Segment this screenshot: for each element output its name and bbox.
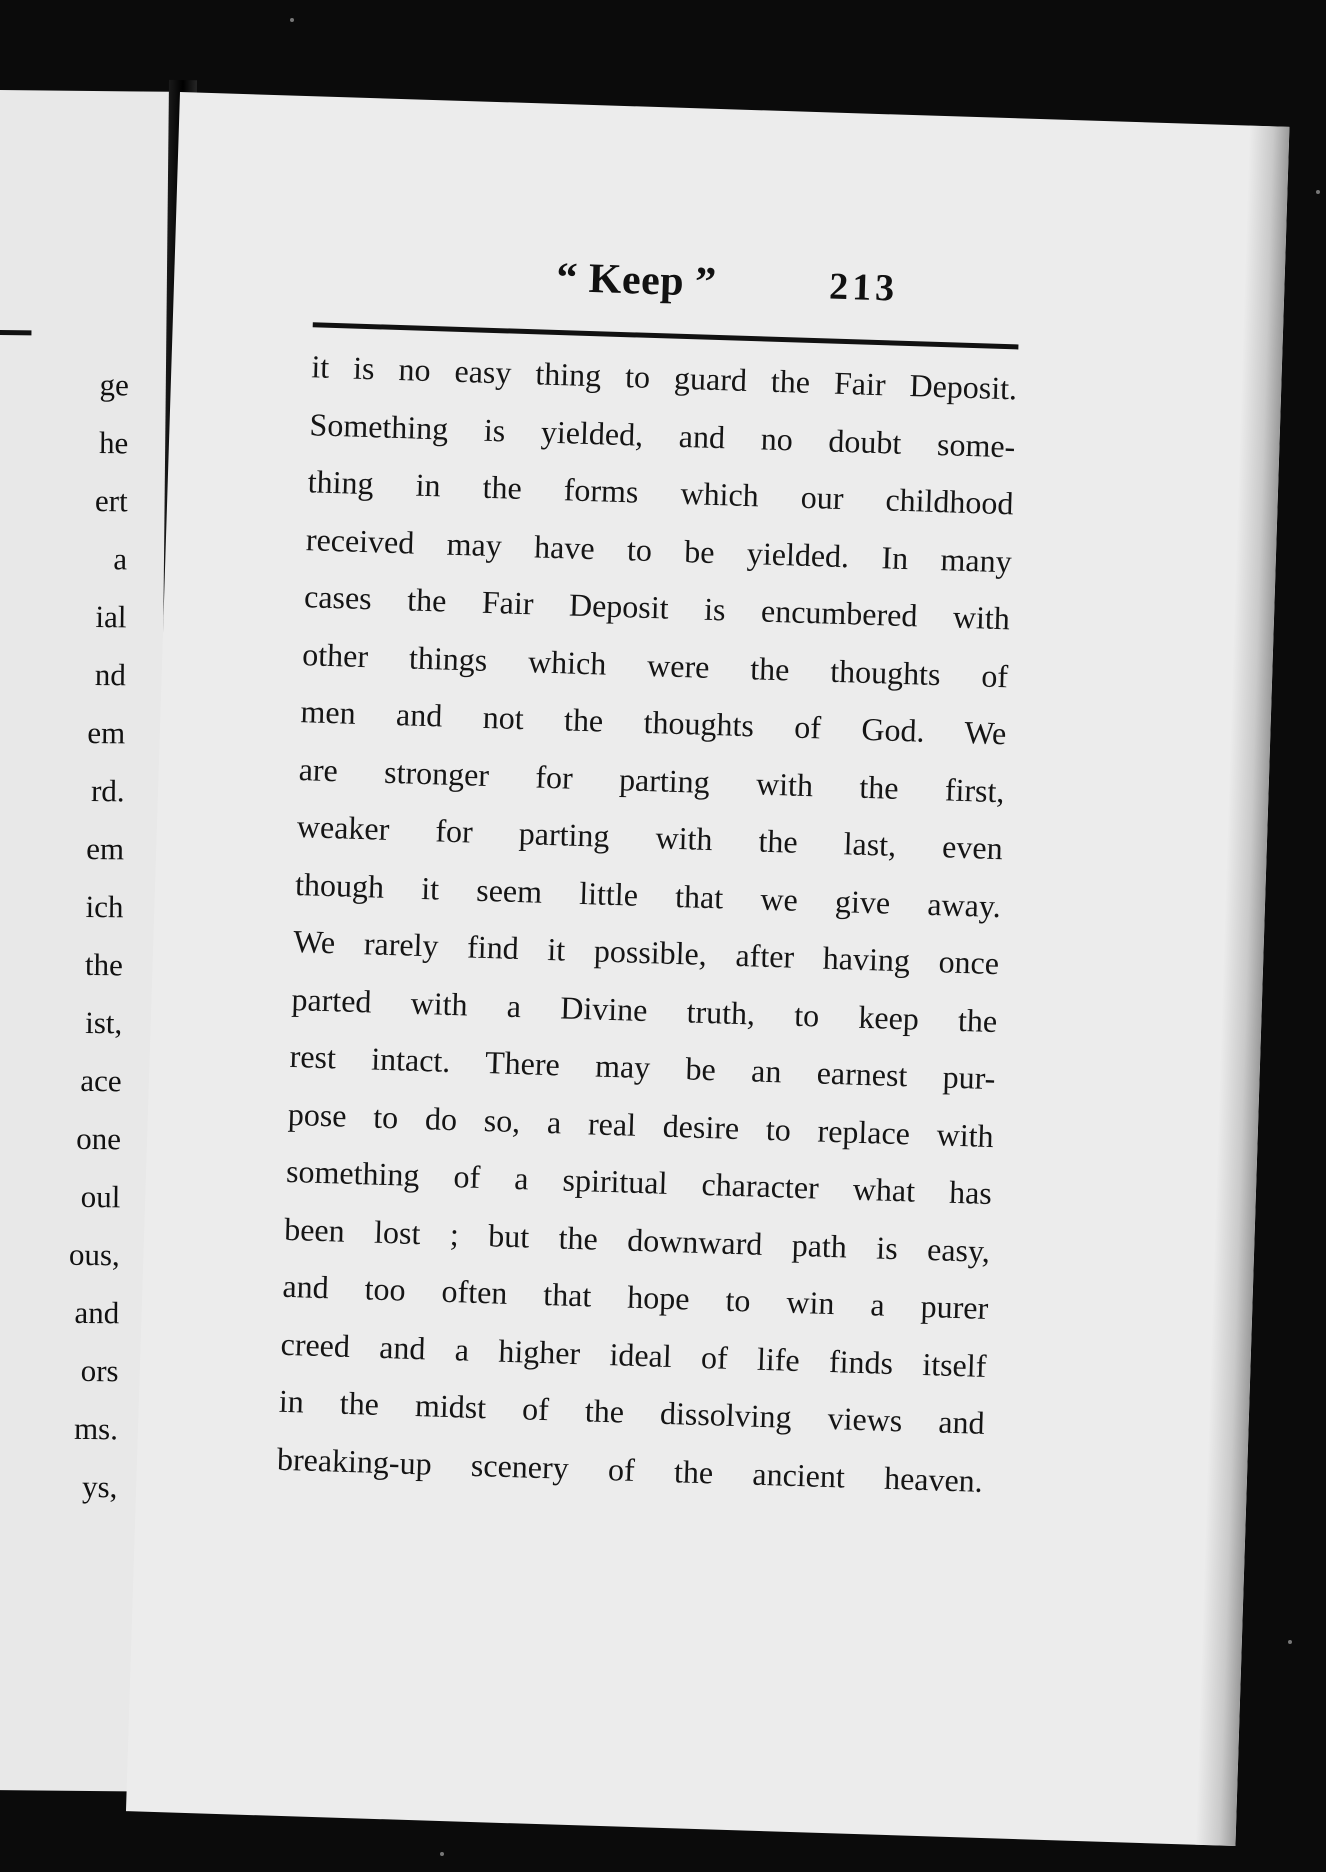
left-header-rule <box>0 330 31 335</box>
text-line: and too often that hope to win a purer <box>281 1267 989 1326</box>
left-fragment: ous, <box>68 1236 120 1273</box>
left-fragment: ors <box>80 1352 119 1389</box>
text-line: been lost ; but the downward path is easy, <box>283 1210 991 1269</box>
text-line: We rarely find it possible, after having once <box>292 922 1000 982</box>
page-edge-shadow <box>1195 126 1289 1846</box>
text-line: men and not the thoughts of God. We <box>300 693 1007 752</box>
left-fragment: ist, <box>85 1004 123 1041</box>
left-page-text-fragments <box>66 356 129 1516</box>
running-title: “ Keep ” <box>555 254 718 306</box>
left-fragment: one <box>76 1120 122 1157</box>
text-line: in the midst of the dissolving views and <box>278 1382 986 1441</box>
left-fragment: ich <box>85 888 124 925</box>
text-line: breaking-up scenery of the ancient heaven. <box>276 1440 984 1499</box>
left-fragment: nd <box>94 657 127 693</box>
scan-speck <box>440 1852 444 1856</box>
text-line: are stronger for parting with the first, <box>298 750 1006 809</box>
left-fragment: oul <box>80 1178 121 1215</box>
text-line: Something is yielded, and no doubt some- <box>309 405 1016 464</box>
text-line: though it seem little that we give away. <box>294 865 1002 924</box>
scan-speck <box>1288 1640 1292 1644</box>
scan-speck <box>290 18 294 22</box>
left-fragment: the <box>84 946 124 983</box>
text-line: weaker for parting with the last, even <box>296 808 1004 867</box>
text-line: pose to do so, a real desire to replace with <box>287 1095 995 1154</box>
body-text <box>276 338 1018 1510</box>
text-line: rest intact. There may be an earnest pur- <box>289 1037 996 1097</box>
text-line: other things which were the thoughts of <box>301 635 1009 694</box>
left-fragment: he <box>98 425 129 461</box>
page-number: 213 <box>828 265 899 310</box>
text-line: received may have to be yielded. In many <box>305 520 1013 579</box>
left-fragment: ial <box>95 599 127 635</box>
left-fragment: and <box>74 1294 120 1331</box>
text-line: thing in the forms which our childhood <box>307 463 1015 522</box>
text-line: something of a spiritual character what has <box>285 1152 993 1212</box>
left-fragment: a <box>113 541 128 577</box>
text-line: cases the Fair Deposit is encumbered with <box>303 578 1011 637</box>
left-fragment: ert <box>94 483 128 519</box>
right-page <box>126 92 1289 1846</box>
left-fragment: rd. <box>90 772 125 809</box>
scan-speck <box>1316 190 1320 194</box>
left-fragment: em <box>86 830 125 867</box>
left-fragment: em <box>87 714 126 751</box>
left-fragment: ms. <box>73 1410 119 1447</box>
left-fragment: ys, <box>81 1468 118 1505</box>
text-line: it is no easy thing to guard the Fair Deposit. <box>310 348 1018 407</box>
left-fragment: ace <box>80 1062 122 1099</box>
text-line: parted with a Divine truth, to keep the <box>291 980 998 1039</box>
text-line: creed and a higher ideal of life finds itself <box>280 1325 987 1384</box>
left-fragment: ge <box>99 367 130 403</box>
